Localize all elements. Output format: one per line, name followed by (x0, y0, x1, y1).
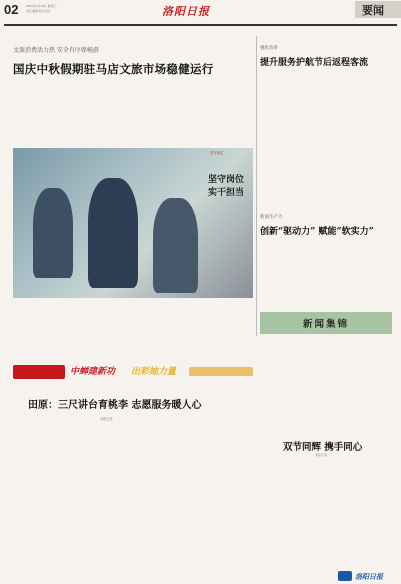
bottom-story-byline: 本报记者 (100, 417, 113, 421)
right-story-title: 创新“驱动力” 赋能“软实力” (260, 227, 374, 237)
campaign-banner (13, 364, 253, 380)
footer-logo-icon (338, 571, 352, 581)
right-story-title: 提升服务护航节后返程客流 (260, 58, 369, 68)
lead-subtitle: 文旅消费活力热 安全有序保畅游 (13, 47, 99, 54)
right-bottom-story-title: 双节同辉 携手同心 (283, 442, 363, 453)
campaign-left-text: 中蝉建新功 (70, 367, 116, 377)
issue-date: 2024年9月18日 星期三 (26, 4, 57, 8)
bottom-story-title: 田原：三尺讲台育桃李 志愿服务暖人心 (28, 400, 202, 411)
news-digest-label: 新闻集锦 (302, 319, 349, 330)
news-digest-banner (260, 312, 392, 334)
issue-meta: 责任编辑 版式设计 (26, 9, 51, 13)
photo-headline: 坚守岗位 (208, 175, 245, 185)
news-photo (13, 148, 253, 298)
masthead: 洛阳日报 (162, 5, 210, 18)
section-name: 要闻 (362, 5, 384, 17)
photo-caption: 坚守岗位 (210, 151, 224, 155)
photo-figure (33, 188, 73, 278)
footer-logo: 洛阳日报 (355, 572, 383, 581)
page-header (0, 0, 401, 26)
page-number: 02 (4, 2, 19, 17)
right-story-tag: 强化改革 (260, 46, 278, 51)
campaign-right-text: 出彩她力量 (131, 367, 177, 377)
campaign-flag-icon (13, 365, 65, 379)
right-bottom-story-byline: 本报记者 (315, 453, 328, 457)
photo-figure (153, 198, 198, 293)
campaign-ribbon-icon (189, 367, 253, 376)
right-story-tag: 新质生产力 (260, 215, 283, 220)
photo-headline: 实干担当 (208, 188, 245, 198)
header-rule (4, 24, 397, 26)
lead-title: 国庆中秋假期驻马店文旅市场稳健运行 (13, 62, 214, 76)
photo-figure (88, 178, 138, 288)
column-divider (256, 36, 257, 336)
